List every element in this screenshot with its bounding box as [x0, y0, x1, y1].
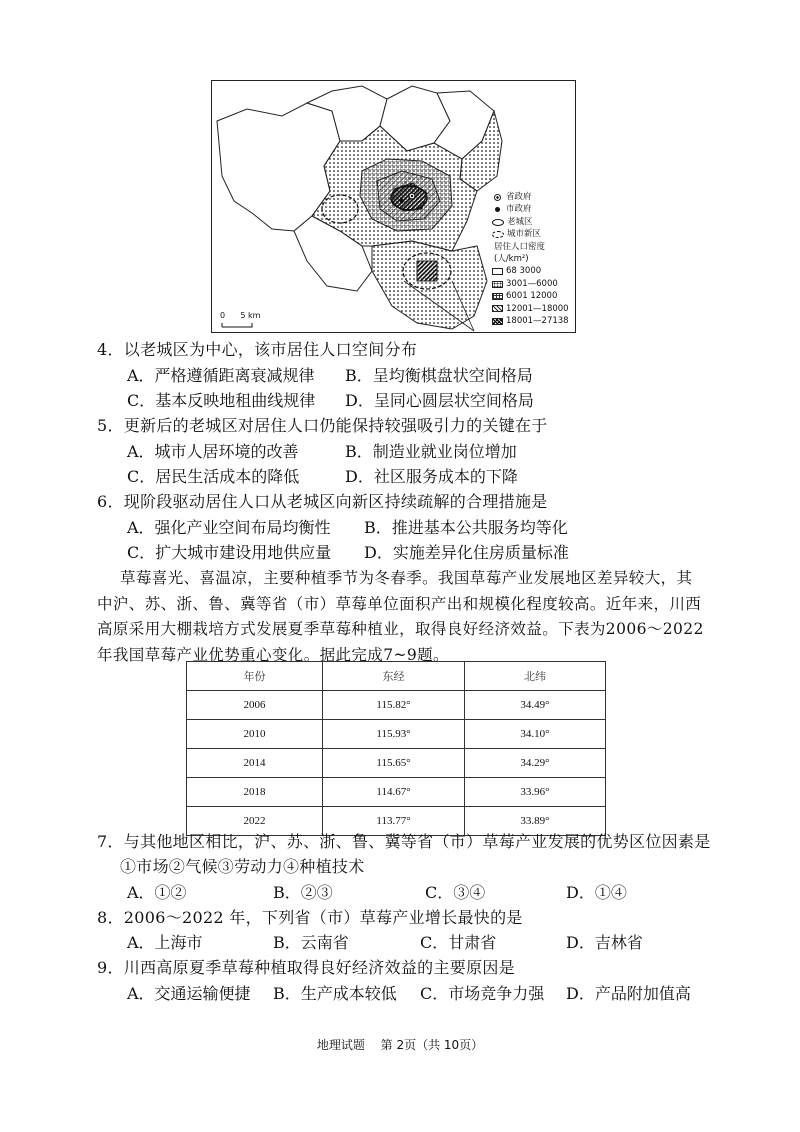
table-row [187, 778, 606, 807]
map-legend [492, 191, 574, 327]
provincial-gov-legend-icon [494, 194, 501, 201]
legend-class-5: 18001—27138 [506, 316, 569, 327]
scale-label: 0 5 km [220, 311, 261, 320]
q9-option-c[interactable]: C．市场竞争力强 [420, 984, 545, 1003]
q7-option-c[interactable]: C．③④ [425, 883, 486, 902]
scale-bar [222, 323, 252, 327]
passage-line-2: 中沪、苏、浙、鲁、冀等省（市）草莓单位面积产出和规模化程度较高。近年来，川西 [97, 595, 702, 613]
city-gov-marker [400, 199, 404, 203]
density-class-5-swatch [492, 318, 503, 325]
cell-longitude: 115.65° [323, 749, 465, 778]
header-latitude: 北纬 [465, 662, 606, 691]
density-class-1-swatch [492, 268, 503, 275]
q9-option-b[interactable]: B．生产成本较低 [273, 984, 397, 1003]
q6-option-a[interactable]: A．强化产业空间布局均衡性 [127, 518, 331, 537]
density-class-4-swatch [492, 305, 503, 312]
q9-option-a[interactable]: A．交通运输便捷 [127, 984, 251, 1003]
cell-year: 2014 [187, 749, 323, 778]
q8-option-b[interactable]: B．云南省 [273, 933, 349, 952]
cell-year: 2018 [187, 778, 323, 807]
cell-latitude: 33.96° [465, 778, 606, 807]
legend-class-1: 68 3000 [506, 266, 542, 277]
passage-line-4: 年我国草莓产业优势重心变化。据此完成7~9题。 [97, 646, 449, 664]
table-row [187, 720, 606, 749]
q7-option-a[interactable]: A．①② [127, 883, 187, 902]
cell-year: 2022 [187, 807, 323, 836]
cell-latitude: 34.49° [465, 691, 606, 720]
q4-option-b[interactable]: B．呈均衡棋盘状空间格局 [345, 366, 533, 385]
cell-longitude: 113.77° [323, 807, 465, 836]
header-longitude: 东经 [323, 662, 465, 691]
cell-latitude: 34.10° [465, 720, 606, 749]
table-header-row [187, 662, 606, 691]
cell-longitude: 114.67° [323, 778, 465, 807]
q7-option-b[interactable]: B．②③ [273, 883, 333, 902]
q6-option-d[interactable]: D．实施差异化住房质量标准 [364, 543, 569, 562]
q5-option-b[interactable]: B．制造业就业岗位增加 [345, 442, 517, 461]
legend-class-3: 6001 12000 [506, 291, 558, 302]
legend-new-district: 城市新区 [507, 229, 542, 240]
header-year: 年份 [187, 662, 323, 691]
q8-option-c[interactable]: C．甘肃省 [420, 933, 497, 952]
q6-option-c[interactable]: C．扩大城市建设用地供应量 [127, 543, 332, 562]
map-region-south-core [417, 261, 437, 281]
q8-stem: 8．2006～2022 年，下列省（市）草莓产业增长最快的是 [97, 908, 523, 927]
q5-stem: 5．更新后的老城区对居住人口仍能保持较强吸引力的关键在于 [97, 416, 548, 435]
legend-old-town: 老城区 [507, 216, 533, 227]
city-gov-legend-icon [495, 207, 500, 212]
new-district-legend-icon [492, 231, 504, 238]
legend-class-4: 12001—18000 [506, 303, 569, 314]
q5-option-d[interactable]: D．社区服务成本的下降 [345, 467, 518, 486]
strawberry-center-table [186, 661, 606, 836]
cell-longitude: 115.93° [323, 720, 465, 749]
cell-year: 2006 [187, 691, 323, 720]
q7-stem: 7．与其他地区相比，沪、苏、浙、鲁、冀等省（市）草莓产业发展的优势区位因素是 [97, 832, 711, 851]
q4-option-a[interactable]: A．严格遵循距离衰减规律 [127, 366, 315, 385]
q6-stem: 6．现阶段驱动居住人口从老城区向新区持续疏解的合理措施是 [97, 492, 548, 511]
q9-stem: 9．川西高原夏季草莓种植取得良好经济效益的主要原因是 [97, 958, 515, 977]
density-class-3-swatch [492, 293, 503, 300]
q4-option-c[interactable]: C．基本反映地租曲线规律 [127, 391, 316, 410]
legend-density-unit: (人/km²) [494, 254, 529, 265]
q4-option-d[interactable]: D．呈同心圆层状空间格局 [345, 391, 534, 410]
cell-latitude: 34.29° [465, 749, 606, 778]
legend-provincial-gov: 省政府 [506, 192, 532, 202]
q9-option-d[interactable]: D．产品附加值高 [566, 984, 691, 1003]
q7-items: ①市场②气候③劳动力④种植技术 [120, 857, 365, 876]
q7-option-d[interactable]: D．①④ [566, 883, 627, 902]
map-region-south [372, 241, 487, 329]
q8-option-a[interactable]: A．上海市 [127, 933, 203, 952]
q5-option-a[interactable]: A．城市人居环境的改善 [127, 442, 299, 461]
cell-longitude: 115.82° [323, 691, 465, 720]
old-town-legend-icon [492, 219, 504, 226]
legend-city-gov: 市政府 [506, 204, 532, 215]
q4-stem: 4．以老城区为中心，该市居住人口空间分布 [97, 340, 418, 359]
legend-class-2: 3001—6000 [506, 278, 558, 289]
cell-latitude: 33.89° [465, 807, 606, 836]
q8-option-d[interactable]: D．吉林省 [566, 933, 643, 952]
page-footer: 地理试题 第 2页（共 10页） [316, 1038, 484, 1052]
q6-option-b[interactable]: B．推进基本公共服务均等化 [364, 518, 568, 537]
passage-line-1: 草莓喜光、喜温凉，主要种植季节为冬春季。我国草莓产业发展地区差异较大，其 [120, 569, 693, 587]
legend-density-title: 居住人口密度 [494, 241, 546, 252]
table-row [187, 749, 606, 778]
population-density-map [211, 80, 576, 333]
cell-year: 2010 [187, 720, 323, 749]
q5-option-c[interactable]: C．居民生活成本的降低 [127, 467, 300, 486]
density-class-2-swatch [492, 281, 503, 288]
passage-line-3: 高原采用大棚栽培方式发展夏季草莓种植业，取得良好经济效益。下表为2006～2022 [97, 620, 704, 638]
table-row [187, 691, 606, 720]
